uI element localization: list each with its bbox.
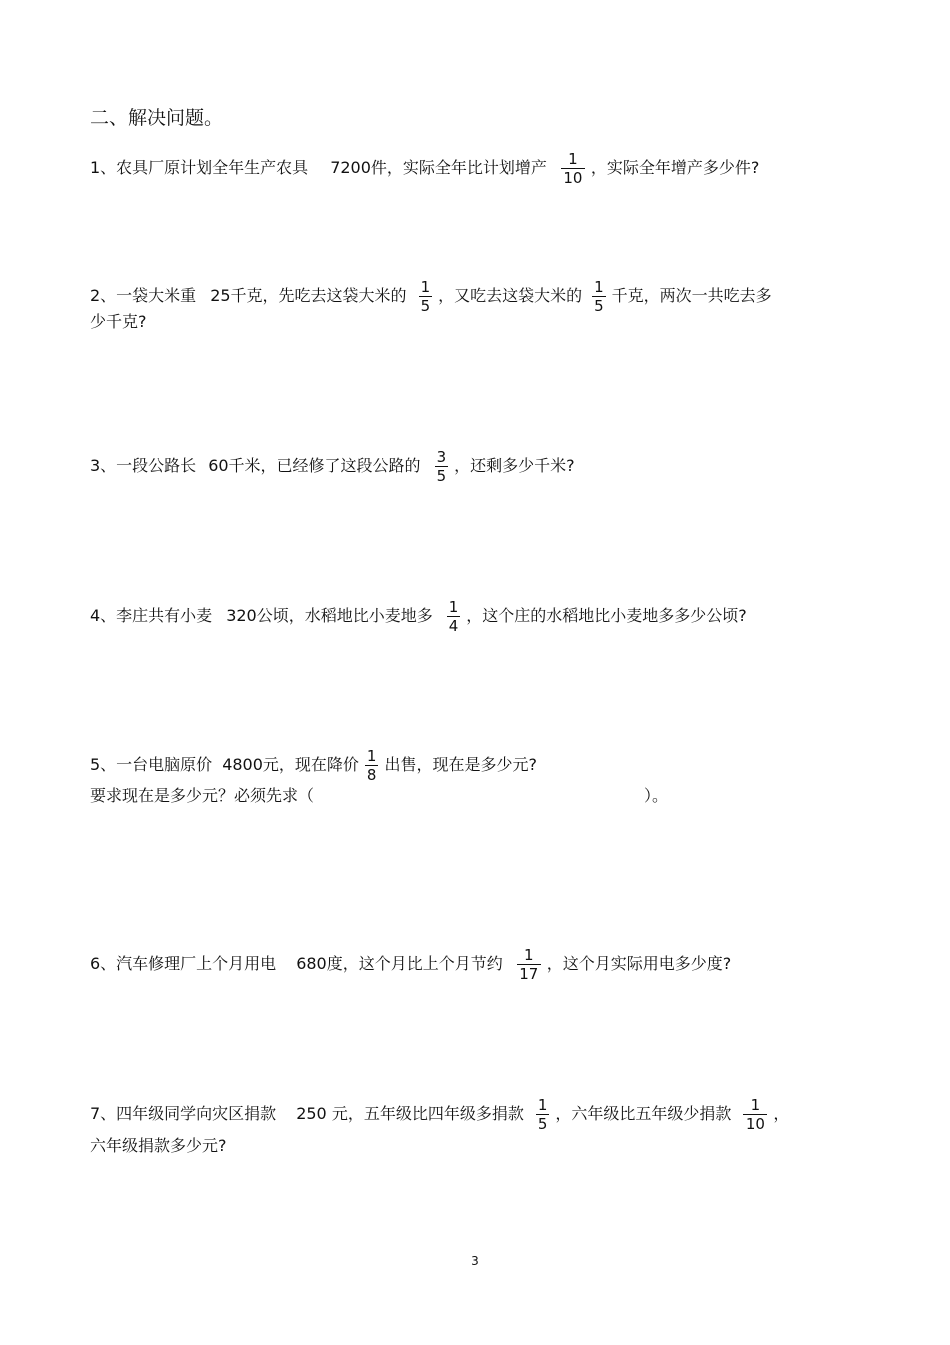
problem-5-line-2 — [90, 786, 668, 806]
fraction — [536, 1096, 550, 1133]
fraction-denominator: 10 — [745, 1115, 765, 1133]
problem-7 — [90, 1096, 790, 1133]
problem-6-text-b: 680度，这个月比上个月节约 — [296, 954, 503, 973]
problem-6-text-a: 6、汽车修理厂上个月用电 — [90, 954, 277, 973]
fraction-denominator: 5 — [420, 297, 431, 315]
problem-1-text-b: 7200件，实际全年比计划增产 — [330, 158, 547, 177]
problem-2 — [90, 278, 772, 315]
fraction-denominator: 4 — [448, 617, 459, 635]
problem-4-text-a: 4、李庄共有小麦 — [90, 606, 213, 625]
fraction-denominator: 5 — [436, 467, 447, 485]
fraction-numerator: 1 — [448, 598, 459, 616]
problem-2-text-a: 2、一袋大米重 — [90, 286, 197, 305]
problem-5-text-a: 5、一台电脑原价 — [90, 755, 213, 774]
fraction-denominator: 5 — [594, 297, 604, 315]
fraction — [743, 1096, 767, 1133]
page-number: 3 — [471, 1254, 479, 1268]
problem-2-line-2: 少千克? — [90, 312, 147, 331]
problem-4-text-c: ，这个庄的水稻地比小麦地多多少公顷? — [466, 606, 747, 625]
fraction-denominator: 5 — [537, 1115, 548, 1133]
problem-4 — [90, 598, 747, 635]
problem-3-text-a: 3、一段公路长 — [90, 456, 197, 475]
fraction — [592, 278, 606, 315]
problem-6-text-c: ，这个月实际用电多少度? — [546, 954, 732, 973]
problem-6 — [90, 946, 732, 983]
fraction-numerator: 1 — [561, 150, 585, 169]
fraction — [517, 946, 541, 983]
fraction-numerator: 1 — [594, 278, 604, 296]
fraction-numerator: 1 — [517, 946, 541, 965]
fraction-denominator: 17 — [519, 965, 539, 983]
problem-3-text-c: ，还剩多少千米? — [454, 456, 575, 475]
fraction — [435, 448, 449, 485]
problem-4-text-b: 320公顷，水稻地比小麦地多 — [226, 606, 433, 625]
problem-3 — [90, 448, 575, 485]
problem-5-text-line2a: 要求现在是多少元？必须先求（ — [90, 786, 315, 805]
problem-5-text-line2b: ）。 — [644, 786, 669, 805]
fraction-denominator: 8 — [366, 766, 377, 784]
fraction — [419, 278, 433, 315]
problem-2-text-b: 25千克，先吃去这袋大米的 — [210, 286, 407, 305]
problem-7-text-d: ， — [773, 1104, 790, 1123]
fraction-numerator: 1 — [743, 1096, 767, 1115]
problem-7-text-b: 250 元，五年级比四年级多捐款 — [296, 1104, 524, 1123]
problem-5-text-c: 出售，现在是多少元? — [384, 755, 537, 774]
fraction-numerator: 1 — [420, 278, 431, 296]
problem-5 — [90, 747, 537, 784]
problem-2-text-c: ，又吃去这袋大米的 — [438, 286, 583, 305]
problem-7-text-c: ，六年级比五年级少捐款 — [555, 1104, 732, 1123]
problem-1-text-c: ，实际全年增产多少件? — [590, 158, 760, 177]
problem-1-text-a: 1、农具厂原计划全年生产农具 — [90, 158, 309, 177]
fraction-numerator: 1 — [537, 1096, 548, 1114]
problem-7-line-2: 六年级捐款多少元? — [90, 1136, 227, 1155]
fraction-numerator: 1 — [366, 747, 377, 765]
problem-2-text-d: 千克，两次一共吃去多 — [611, 286, 772, 305]
fraction — [365, 747, 379, 784]
section-title: 二、解决问题。 — [90, 107, 224, 129]
fraction — [561, 150, 585, 187]
fraction — [447, 598, 461, 635]
problem-1 — [90, 150, 760, 187]
problem-5-text-b: 4800元，现在降价 — [222, 755, 359, 774]
fraction-numerator: 3 — [436, 448, 447, 466]
fraction-denominator: 10 — [563, 169, 583, 187]
problem-7-text-a: 7、四年级同学向灾区捐款 — [90, 1104, 277, 1123]
problem-3-text-b: 60千米，已经修了这段公路的 — [208, 456, 421, 475]
